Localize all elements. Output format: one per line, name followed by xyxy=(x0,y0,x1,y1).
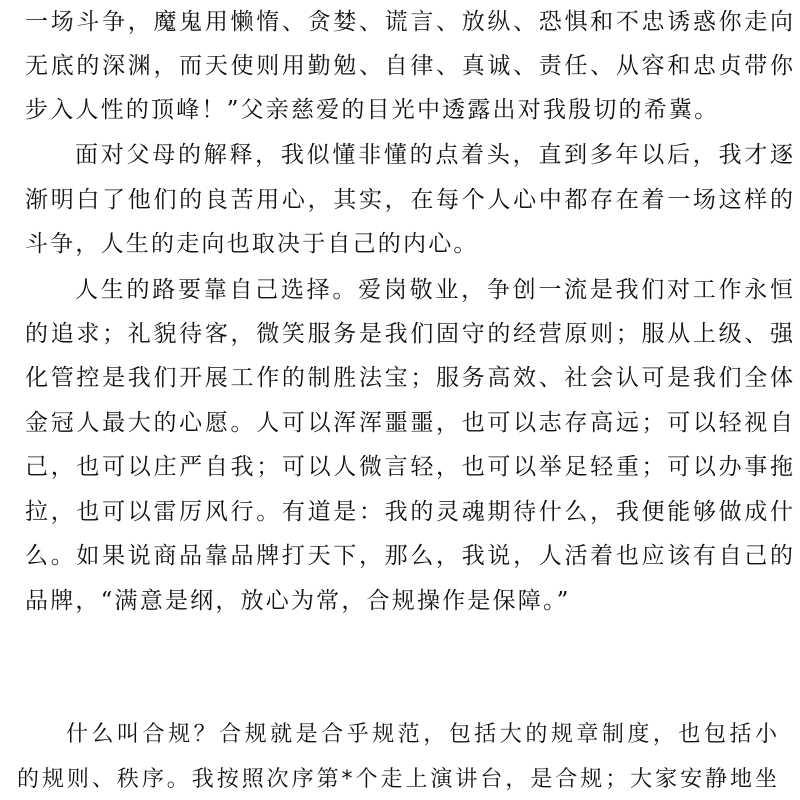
text-line: 么。如果说商品靠品牌打天下，那么，我说，人活着也应该有自己的 xyxy=(25,543,793,569)
text-line: 面对父母的解释，我似懂非懂的点着头，直到多年以后，我才逐 xyxy=(75,142,793,168)
text-line: 步入人性的顶峰！”父亲慈爱的目光中透露出对我殷切的希冀。 xyxy=(25,97,720,123)
text-line: 化管控是我们开展工作的制胜法宝；服务高效、社会认可是我们全体 xyxy=(25,365,793,391)
text-line: 拉，也可以雷厉风行。有道是：我的灵魂期待什么，我便能够做成什 xyxy=(25,499,793,525)
text-line: 人生的路要靠自己选择。爱岗敬业，争创一流是我们对工作永恒 xyxy=(75,277,793,303)
text-line: 渐明白了他们的良苦用心，其实，在每个人心中都存在着一场这样的 xyxy=(25,187,793,213)
text-line: 的规则、秩序。我按照次序第*个走上演讲台，是合规；大家安静地坐 xyxy=(17,767,777,792)
text-line: 品牌，“满意是纲，放心为常，合规操作是保障。” xyxy=(25,588,571,614)
text-line: 一场斗争，魔鬼用懒惰、贪婪、谎言、放纵、恐惧和不忠诱惑你走向 xyxy=(25,9,793,35)
text-line: 己，也可以庄严自我；可以人微言轻，也可以举足轻重；可以办事拖 xyxy=(25,454,793,480)
text-line: 的追求；礼貌待客，微笑服务是我们固守的经营原则；服从上级、强 xyxy=(25,321,793,347)
text-line: 无底的深渊，而天使则用勤勉、自律、真诚、责任、从容和忠贞带你 xyxy=(25,53,793,79)
text-line: 金冠人最大的心愿。人可以浑浑噩噩，也可以志存高远；可以轻视自 xyxy=(25,410,793,436)
text-line: 什么叫合规？合规就是合乎规范，包括大的规章制度，也包括小 xyxy=(66,722,777,747)
text-line: 斗争，人生的走向也取决于自己的内心。 xyxy=(25,231,479,257)
